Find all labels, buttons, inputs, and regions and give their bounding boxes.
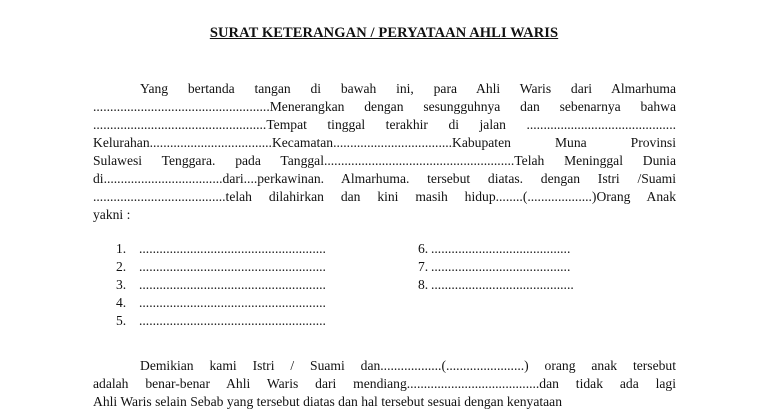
paragraph1-line: Kelurahan....................................Kecamatan...................................Kabupaten Muna Provinsi — [93, 135, 676, 150]
list-item-number: 1. — [116, 241, 127, 256]
list-item-blank: ......................................... — [431, 241, 571, 256]
list-item-blank: ......................................... — [431, 259, 571, 274]
paragraph1-line: Sulawesi Tenggara. pada Tanggal........................................................Telah Meninggal Dunia — [93, 153, 676, 168]
list-item-blank: ....................................................... — [139, 259, 326, 274]
list-item-blank: .......................................... — [431, 277, 574, 292]
paragraph1-line: Yang bertanda tangan di bawah ini, para Ahli Waris dari Almarhuma — [140, 81, 676, 96]
list-item-number: 6. — [418, 241, 429, 256]
document-title: SURAT KETERANGAN / PERYATAAN AHLI WARIS — [209, 25, 559, 41]
list-item-number: 5. — [116, 313, 127, 328]
list-item-blank: ....................................................... — [139, 277, 326, 292]
paragraph1-line: yakni : — [93, 207, 131, 222]
list-item-blank: ....................................................... — [139, 295, 326, 310]
list-item-number: 3. — [116, 277, 127, 292]
list-item-number: 4. — [116, 295, 127, 310]
paragraph1-line: di...................................dari....perkawinan. Almarhuma. tersebut diatas. dengan Istri /Suami — [93, 171, 676, 186]
paragraph1-line: .......................................telah dilahirkan dan kini masih hidup........(...................)Orang Anak — [93, 189, 676, 204]
paragraph2-line: adalah benar-benar Ahli Waris dari mendiang.......................................dan tidak ada lagi — [93, 376, 676, 391]
paragraph2-line: Demikian kami Istri / Suami dan..................(.......................) orang anak tersebut — [140, 358, 676, 373]
list-item-number: 7. — [418, 259, 429, 274]
list-item-number: 8. — [418, 277, 429, 292]
list-item-blank: ....................................................... — [139, 241, 326, 256]
paragraph2-cut-line: Ahli Waris selain Sebab yang tersebut diatas dan hal tersebut sesuai dengan kenyataan — [93, 394, 563, 409]
list-item-number: 2. — [116, 259, 127, 274]
paragraph1-line: ...................................................Tempat tinggal terakhir di jalan ............................................ — [93, 117, 676, 132]
list-item-blank: ....................................................... — [139, 313, 326, 328]
paragraph1-line: ....................................................Menerangkan dengan sesungguhnya dan sebenarnya bahwa — [93, 99, 676, 114]
